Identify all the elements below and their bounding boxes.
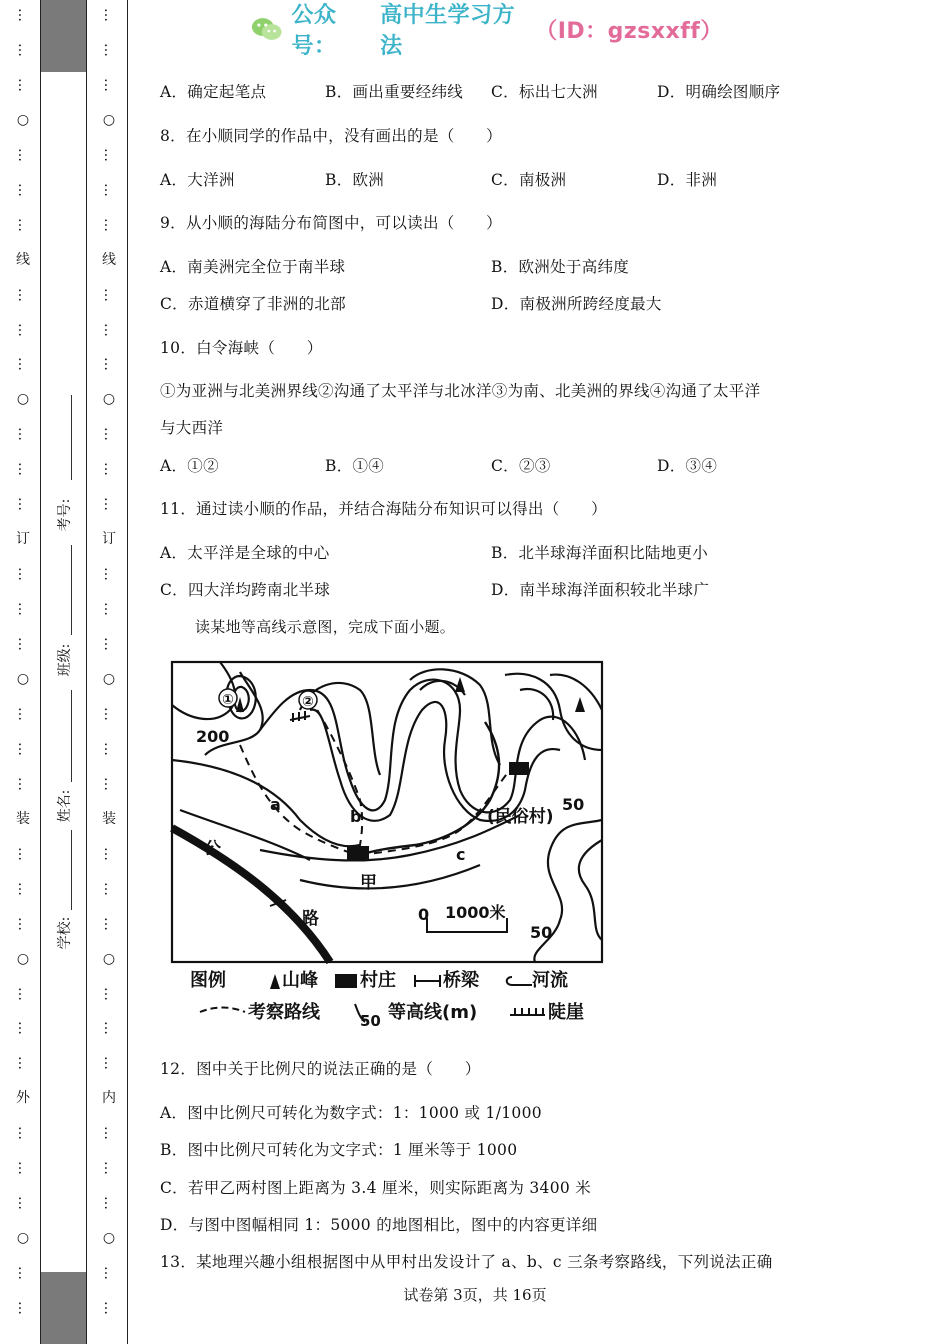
legend-peak-icon [270, 974, 280, 989]
q10-desc-line2: 与大西洋 [160, 419, 224, 437]
contour-50a-label: 50 [562, 795, 585, 814]
q9-option-d: D．南极洲所跨经度最大 [491, 295, 662, 313]
class-line [71, 545, 72, 635]
binding-dots: … [15, 1056, 31, 1071]
binding-dots: … [101, 776, 117, 791]
binding-dots: … [101, 1021, 117, 1036]
binding-dots: … [15, 42, 31, 57]
contour-map [160, 650, 610, 1030]
binding-circle: ○ [102, 391, 116, 408]
binding-dots: … [15, 182, 31, 197]
name-line [71, 690, 72, 782]
binding-dots: … [101, 741, 117, 756]
q8-option-d: D．非洲 [657, 171, 718, 189]
school-label: 学校: [57, 916, 73, 950]
route-a-label: a [270, 795, 281, 814]
school-line [71, 830, 72, 910]
contour-50b-label: 50 [530, 923, 553, 942]
binding-dots: … [15, 1021, 31, 1036]
q10-stem: 10．白令海峡（ ） [160, 339, 323, 357]
legend-contour: 等高线(m) [388, 1002, 478, 1023]
q10-option-c: C．②③ [491, 457, 551, 475]
q9-option-c: C．赤道横穿了非洲的北部 [160, 295, 346, 313]
binding-dots: … [15, 602, 31, 617]
q11-option-a: A．太平洋是全球的中心 [160, 544, 330, 562]
legend-river-icon [507, 977, 532, 985]
binding-dots: … [15, 497, 31, 512]
binding-dots: … [101, 1126, 117, 1141]
q8-option-b: B．欧洲 [325, 171, 385, 189]
legend-cliff-icon [510, 1008, 545, 1015]
q10-option-a: A．①② [160, 457, 219, 475]
binding-dots: … [15, 881, 31, 896]
binding-dots: … [15, 1126, 31, 1141]
binding-dots: … [101, 497, 117, 512]
route-c-label: c [456, 845, 466, 864]
binding-dots: … [101, 916, 117, 931]
binding-dots: … [101, 706, 117, 721]
binding-dots: … [15, 741, 31, 756]
legend-route: 考察路线 [248, 1002, 320, 1023]
q13-stem: 13．某地理兴趣小组根据图中从甲村出发设计了 a、b、c 三条考察路线，下列说法正确 [160, 1253, 773, 1271]
road-char1-label: 公 [204, 839, 221, 859]
binding-circle: ○ [102, 1230, 116, 1247]
binding-dots: … [101, 881, 117, 896]
q8-stem: 8．在小顺同学的作品中，没有画出的是（ ） [160, 127, 502, 145]
binding-dots: … [15, 916, 31, 931]
binding-dots: … [101, 1301, 117, 1316]
binding-dots: … [101, 602, 117, 617]
legend-route-icon [200, 1008, 245, 1013]
q10-option-b: B．①④ [325, 457, 385, 475]
header-id: （ID：gzsxxff） [535, 18, 723, 44]
q9-option-b: B．欧洲处于高纬度 [491, 258, 630, 276]
village-jia-symbol [347, 846, 369, 860]
name-label: 姓名: [57, 789, 73, 823]
binding-dots: … [15, 986, 31, 1001]
margin-line-outer [40, 0, 41, 1344]
q12-option-a: A．图中比例尺可转化为数字式：1：1000 或 1/1000 [160, 1104, 542, 1122]
binding-circle: ○ [102, 950, 116, 967]
binding-dots: … [15, 1266, 31, 1281]
binding-dots: … [15, 8, 31, 22]
binding-char: 订 [102, 531, 116, 548]
page-footer: 试卷第 3页，共 16页 [403, 1286, 547, 1304]
margin-line-inner [127, 0, 128, 1344]
page-header [250, 3, 723, 59]
legend-village: 村庄 [360, 970, 396, 991]
contour-200-label: 200 [196, 727, 230, 746]
peak1-label: ① [222, 692, 234, 708]
binding-char: 线 [16, 251, 30, 268]
q12-option-b: B．图中比例尺可转化为文字式：1 厘米等于 1000 [160, 1141, 518, 1159]
village-jia-label: 甲 [360, 873, 377, 893]
binding-dots: … [15, 776, 31, 791]
binding-circle: ○ [102, 671, 116, 687]
q11-option-d: D．南半球海洋面积较北半球广 [491, 581, 710, 599]
exam-no-label: 考号: [57, 498, 73, 532]
q7-option-a: A．确定起笔点 [160, 83, 267, 101]
binding-dots: … [101, 322, 117, 337]
binding-circle: ○ [16, 391, 30, 408]
scale-length-label: 1000米 [445, 903, 506, 922]
binding-dots: … [15, 287, 31, 302]
binding-dots: … [15, 427, 31, 442]
map-legend [190, 969, 584, 1030]
binding-dots: … [101, 846, 117, 861]
binding-circle: ○ [16, 950, 30, 967]
binding-char: 线 [102, 251, 116, 268]
binding-dots: … [101, 357, 117, 372]
q9-option-a: A．南美洲完全位于南半球 [160, 258, 346, 276]
binding-dots: … [101, 567, 117, 582]
binding-dots: … [15, 462, 31, 477]
binding-dots: … [15, 147, 31, 162]
q12-stem: 12．图中关于比例尺的说法正确的是（ ） [160, 1060, 481, 1078]
binding-dots: … [101, 1196, 117, 1211]
legend-cliff: 陡崖 [548, 1002, 584, 1023]
road-char2-label: 路 [302, 909, 319, 929]
q9-stem: 9．从小顺的海陆分布简图中，可以读出（ ） [160, 214, 502, 232]
header-brand: 高中生学习方法 [380, 3, 516, 59]
binding-dots: … [101, 637, 117, 652]
binding-dots: … [15, 637, 31, 652]
binding-dots: … [101, 986, 117, 1001]
q12-option-c: C．若甲乙两村图上距离为 3.4 厘米，则实际距离为 3400 米 [160, 1179, 592, 1197]
peak2-label: ② [302, 694, 314, 710]
binding-dots: … [101, 287, 117, 302]
q8-option-c: C．南极洲 [491, 171, 567, 189]
binding-dots: … [101, 182, 117, 197]
binding-char: 装 [102, 810, 116, 827]
binding-dots: … [15, 322, 31, 337]
q12-option-d: D．与图中图幅相同 1：5000 的地图相比，图中的内容更详细 [160, 1216, 598, 1234]
class-label: 班级: [57, 643, 73, 677]
q11-option-c: C．四大洋均跨南北半球 [160, 581, 331, 599]
binding-dots: … [101, 1161, 117, 1176]
q8-option-a: A．大洋洲 [160, 171, 235, 189]
binding-dots: … [15, 357, 31, 372]
header-prefix: 公众号： [291, 3, 337, 59]
margin-line-mid [86, 0, 87, 1344]
intro-text: 读某地等高线示意图，完成下面小题。 [195, 618, 456, 636]
binding-dots: … [101, 462, 117, 477]
binding-dots: … [15, 1161, 31, 1176]
binding-dots: … [101, 42, 117, 57]
binding-dots: … [101, 1266, 117, 1281]
legend-peak: 山峰 [282, 970, 318, 991]
binding-dots: … [15, 706, 31, 721]
binding-circle: ○ [16, 671, 30, 687]
binding-dots: … [15, 846, 31, 861]
binding-circle: ○ [16, 111, 30, 128]
village-folk-label: (民俗村) [487, 807, 554, 827]
binding-dots: … [101, 217, 117, 232]
binding-dots: … [15, 77, 31, 92]
legend-river: 河流 [532, 970, 568, 991]
binding-dots: … [15, 567, 31, 582]
binding-dots: … [101, 427, 117, 442]
q11-stem: 11．通过读小顺的作品，并结合海陆分布知识可以得出（ ） [160, 500, 607, 518]
binding-char: 外 [16, 1090, 30, 1107]
legend-bridge-icon [415, 975, 440, 987]
gray-bar-bottom [41, 1272, 86, 1344]
legend-title: 图例 [190, 970, 226, 991]
binding-dots: … [15, 217, 31, 232]
q11-option-b: B．北半球海洋面积比陆地更小 [491, 544, 709, 562]
q7-option-d: D．明确绘图顺序 [657, 83, 781, 101]
gray-bar-top [41, 0, 86, 72]
q10-option-d: D．③④ [657, 457, 718, 475]
q7-option-c: C．标出七大洲 [491, 83, 598, 101]
binding-dots: … [101, 147, 117, 162]
legend-village-icon [335, 974, 357, 988]
binding-dots: … [15, 1301, 31, 1316]
legend-bridge: 桥梁 [443, 970, 479, 991]
binding-dots: … [101, 77, 117, 92]
binding-dots: … [15, 1196, 31, 1211]
village-folk-symbol [509, 762, 529, 775]
binding-circle: ○ [16, 1230, 30, 1247]
binding-char: 内 [102, 1090, 116, 1107]
binding-dots: … [101, 1056, 117, 1071]
binding-char: 订 [16, 531, 30, 548]
binding-char: 装 [16, 810, 30, 827]
scale-zero-label: 0 [418, 905, 430, 924]
q10-desc-line1: ①为亚洲与北美洲界线②沟通了太平洋与北冰洋③为南、北美洲的界线④沟通了太平洋 [160, 382, 761, 400]
route-b-label: b [350, 807, 362, 826]
binding-circle: ○ [102, 111, 116, 128]
exam-no-line [71, 395, 72, 480]
legend-contour-number: 50 [360, 1012, 381, 1030]
binding-dots: … [101, 8, 117, 22]
wechat-icon [250, 15, 283, 43]
q7-option-b: B．画出重要经纬线 [325, 83, 464, 101]
